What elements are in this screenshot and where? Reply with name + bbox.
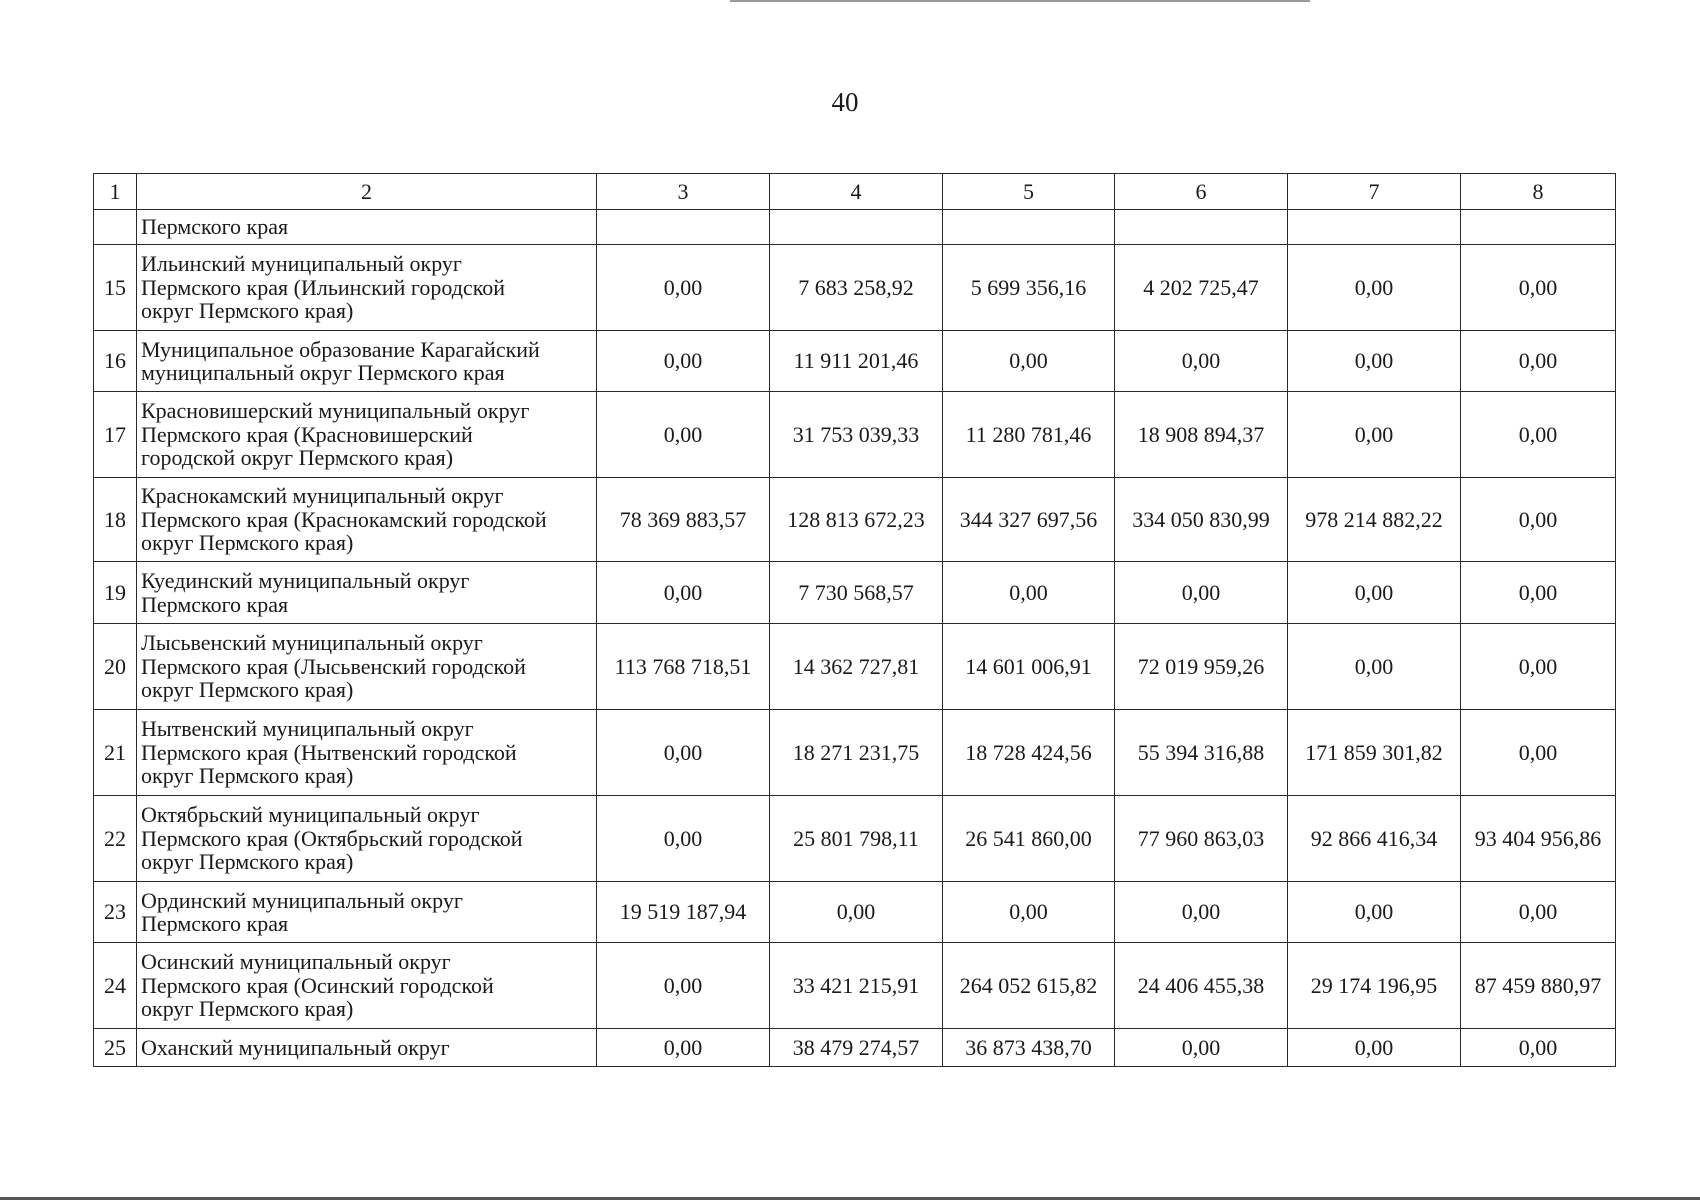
column-number-row xyxy=(94,174,1616,210)
name-line: округ Пермского края) xyxy=(141,763,354,789)
row-number: 19 xyxy=(94,562,137,624)
value-cell: 0,00 xyxy=(1461,562,1616,624)
value-cell: 29 174 196,95 xyxy=(1288,943,1461,1029)
name-line: округ Пермского края) xyxy=(141,298,354,324)
value-cell: 31 753 039,33 xyxy=(770,392,943,478)
name-line: Пермского края xyxy=(141,911,289,936)
municipality-name xyxy=(137,562,597,624)
value-cell: 72 019 959,26 xyxy=(1115,624,1288,710)
value-cell: 4 202 725,47 xyxy=(1115,245,1288,331)
table-row xyxy=(94,478,1616,562)
value-cell: 0,00 xyxy=(1461,245,1616,331)
value-cell: 978 214 882,22 xyxy=(1288,478,1461,562)
value-cell: 0,00 xyxy=(1288,882,1461,943)
value-cell xyxy=(1115,210,1288,245)
value-cell: 33 421 215,91 xyxy=(770,943,943,1029)
value-cell: 7 730 568,57 xyxy=(770,562,943,624)
name-line: Пермского края (Осинский городской xyxy=(141,972,494,998)
value-cell: 0,00 xyxy=(1288,1029,1461,1067)
value-cell: 87 459 880,97 xyxy=(1461,943,1616,1029)
row-number: 23 xyxy=(94,882,137,943)
municipality-name xyxy=(137,392,597,478)
row-number: 25 xyxy=(94,1029,137,1067)
value-cell: 0,00 xyxy=(1461,478,1616,562)
value-cell: 19 519 187,94 xyxy=(597,882,770,943)
table-row xyxy=(94,245,1616,331)
value-cell: 25 801 798,11 xyxy=(770,796,943,882)
name-line: Пермского края (Нытвенский городской xyxy=(141,739,517,765)
value-cell: 0,00 xyxy=(597,796,770,882)
row-number: 24 xyxy=(94,943,137,1029)
value-cell: 264 052 615,82 xyxy=(943,943,1115,1029)
name-line: Пермского края (Лысьвенский городской xyxy=(141,653,526,679)
row-number: 22 xyxy=(94,796,137,882)
row-number: 18 xyxy=(94,478,137,562)
name-line: округ Пермского края) xyxy=(141,996,354,1022)
value-cell: 344 327 697,56 xyxy=(943,478,1115,562)
name-line: Нытвенский муниципальный округ xyxy=(141,716,474,742)
value-cell: 171 859 301,82 xyxy=(1288,710,1461,796)
name-line: Ильинский муниципальный округ xyxy=(141,251,462,277)
value-cell: 93 404 956,86 xyxy=(1461,796,1616,882)
value-cell: 0,00 xyxy=(943,331,1115,392)
value-cell xyxy=(597,210,770,245)
value-cell: 0,00 xyxy=(770,882,943,943)
municipality-name xyxy=(137,245,597,331)
table-row xyxy=(94,796,1616,882)
page-number: 40 xyxy=(831,87,859,117)
name-line: Пермского края (Ильинский городской xyxy=(141,274,506,300)
value-cell: 0,00 xyxy=(1115,331,1288,392)
column-header: 6 xyxy=(1115,174,1288,210)
row-number: 16 xyxy=(94,331,137,392)
value-cell: 0,00 xyxy=(1288,392,1461,478)
name-line: Оханский муниципальный округ xyxy=(141,1034,450,1060)
value-cell: 113 768 718,51 xyxy=(597,624,770,710)
name-line: округ Пермского края) xyxy=(141,849,354,875)
value-cell: 92 866 416,34 xyxy=(1288,796,1461,882)
value-cell: 7 683 258,92 xyxy=(770,245,943,331)
row-number: 17 xyxy=(94,392,137,478)
value-cell: 0,00 xyxy=(1115,562,1288,624)
column-header: 7 xyxy=(1288,174,1461,210)
name-line: Муниципальное образование Карагайский xyxy=(141,336,540,362)
value-cell xyxy=(770,210,943,245)
value-cell xyxy=(1288,210,1461,245)
value-cell: 0,00 xyxy=(1461,624,1616,710)
municipality-name xyxy=(137,943,597,1029)
name-line: Пермского края (Краснокамский городской xyxy=(141,506,547,532)
data-table xyxy=(93,173,1616,1067)
column-header: 5 xyxy=(943,174,1115,210)
value-cell: 5 699 356,16 xyxy=(943,245,1115,331)
value-cell: 0,00 xyxy=(1288,331,1461,392)
value-cell: 0,00 xyxy=(597,331,770,392)
municipality-name xyxy=(137,882,597,943)
municipality-name xyxy=(137,1029,597,1067)
value-cell: 0,00 xyxy=(1288,624,1461,710)
value-cell xyxy=(943,210,1115,245)
value-cell: 0,00 xyxy=(1288,562,1461,624)
table-row xyxy=(94,882,1616,943)
value-cell: 0,00 xyxy=(1461,392,1616,478)
municipality-name xyxy=(137,624,597,710)
value-cell: 0,00 xyxy=(1115,882,1288,943)
column-header: 3 xyxy=(597,174,770,210)
value-cell: 0,00 xyxy=(597,710,770,796)
value-cell: 334 050 830,99 xyxy=(1115,478,1288,562)
table-row xyxy=(94,710,1616,796)
municipality-name xyxy=(137,478,597,562)
name-line: Красновишерский муниципальный округ xyxy=(141,398,530,424)
value-cell: 0,00 xyxy=(597,245,770,331)
column-header: 8 xyxy=(1461,174,1616,210)
row-number: 15 xyxy=(94,245,137,331)
value-cell: 11 911 201,46 xyxy=(770,331,943,392)
name-line: муниципальный округ Пермского края xyxy=(141,360,505,385)
value-cell: 0,00 xyxy=(597,1029,770,1067)
value-cell: 18 271 231,75 xyxy=(770,710,943,796)
value-cell: 14 362 727,81 xyxy=(770,624,943,710)
table-row xyxy=(94,392,1616,478)
name-line: городской округ Пермского края) xyxy=(141,445,454,471)
value-cell: 18 908 894,37 xyxy=(1115,392,1288,478)
value-cell: 18 728 424,56 xyxy=(943,710,1115,796)
name-line: Краснокамский муниципальный округ xyxy=(141,483,504,509)
column-header: 1 xyxy=(94,174,137,210)
name-line: Пермского края xyxy=(141,591,289,617)
value-cell: 0,00 xyxy=(597,562,770,624)
value-cell: 55 394 316,88 xyxy=(1115,710,1288,796)
value-cell: 38 479 274,57 xyxy=(770,1029,943,1067)
value-cell: 26 541 860,00 xyxy=(943,796,1115,882)
value-cell: 128 813 672,23 xyxy=(770,478,943,562)
row-number: 20 xyxy=(94,624,137,710)
name-line: Куединский муниципальный округ xyxy=(141,568,470,593)
value-cell xyxy=(1461,210,1616,245)
name-line: Пермского края (Красновишерский xyxy=(141,421,473,447)
value-cell: 36 873 438,70 xyxy=(943,1029,1115,1067)
name-line: округ Пермского края) xyxy=(141,677,354,703)
name-line: Октябрьский муниципальный округ xyxy=(141,802,480,828)
name-line: Ординский муниципальный округ xyxy=(141,887,463,913)
row-number: 21 xyxy=(94,710,137,796)
row-number xyxy=(94,210,137,245)
value-cell: 0,00 xyxy=(597,943,770,1029)
value-cell: 78 369 883,57 xyxy=(597,478,770,562)
table-row xyxy=(94,562,1616,624)
municipality-name xyxy=(137,796,597,882)
value-cell: 0,00 xyxy=(1115,1029,1288,1067)
name-line: Пермского края xyxy=(141,214,289,240)
value-cell: 14 601 006,91 xyxy=(943,624,1115,710)
name-line: Осинский муниципальный округ xyxy=(141,949,451,975)
table-row xyxy=(94,624,1616,710)
name-line: округ Пермского края) xyxy=(141,530,354,556)
value-cell: 0,00 xyxy=(1461,1029,1616,1067)
value-cell: 0,00 xyxy=(1461,331,1616,392)
value-cell: 0,00 xyxy=(1288,245,1461,331)
value-cell: 77 960 863,03 xyxy=(1115,796,1288,882)
name-line: Лысьвенский муниципальный округ xyxy=(141,630,483,656)
column-header: 2 xyxy=(137,174,597,210)
value-cell: 0,00 xyxy=(1461,882,1616,943)
municipality-name xyxy=(137,210,597,245)
column-header: 4 xyxy=(770,174,943,210)
value-cell: 0,00 xyxy=(943,562,1115,624)
municipality-name xyxy=(137,331,597,392)
value-cell: 11 280 781,46 xyxy=(943,392,1115,478)
municipality-name xyxy=(137,710,597,796)
name-line: Пермского края (Октябрьский городской xyxy=(141,825,523,851)
table-row xyxy=(94,943,1616,1029)
value-cell: 0,00 xyxy=(943,882,1115,943)
value-cell: 0,00 xyxy=(597,392,770,478)
value-cell: 0,00 xyxy=(1461,710,1616,796)
value-cell: 24 406 455,38 xyxy=(1115,943,1288,1029)
table-row xyxy=(94,1029,1616,1067)
table-row xyxy=(94,331,1616,392)
table-row xyxy=(94,210,1616,245)
top-scan-rule xyxy=(730,0,1310,2)
